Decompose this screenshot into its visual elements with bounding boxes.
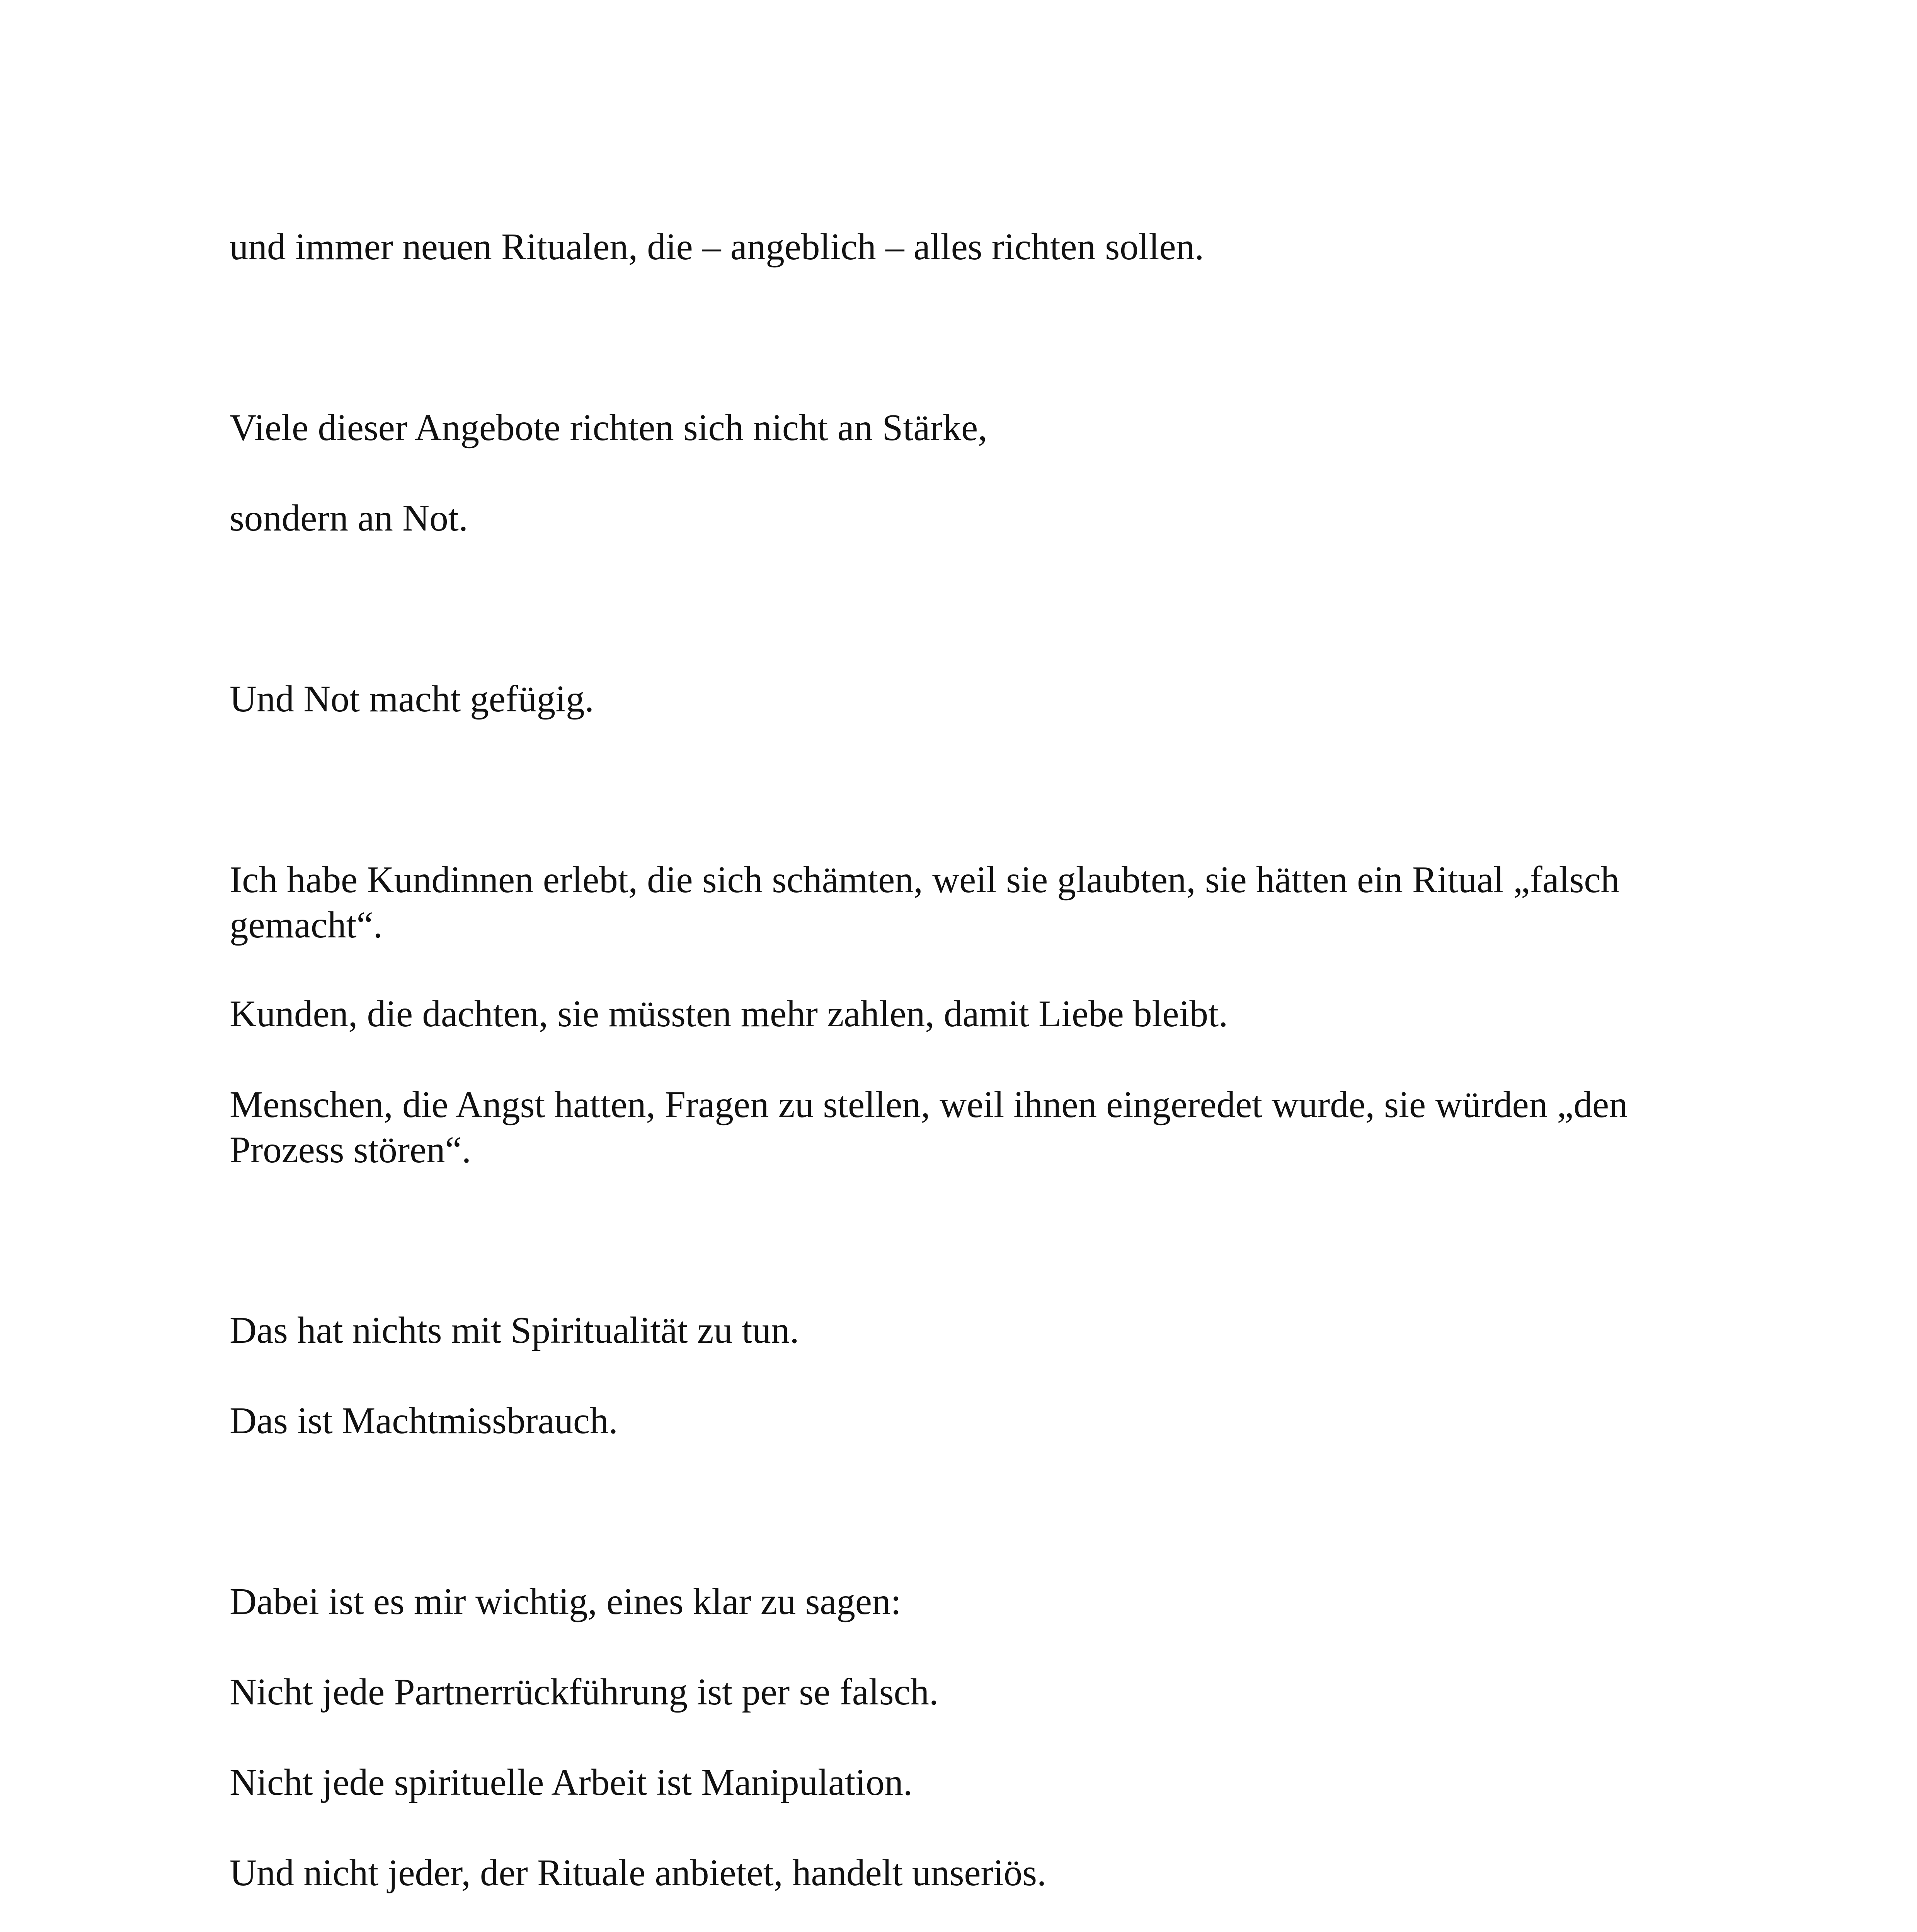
paragraph-5: Ich habe Kundinnen erlebt, die sich schämten, weil sie glaubten, sie hätten ein Ritual „falsch gemacht“. — [230, 859, 1619, 946]
paragraph-2: Viele dieser Angebote richten sich nicht an Stärke, — [230, 407, 987, 448]
paragraph-1: und immer neuen Ritualen, die – angeblich – alles richten sollen. — [230, 226, 1204, 267]
paragraph-12: Nicht jede spirituelle Arbeit ist Manipulation. — [230, 1762, 913, 1803]
paragraph-11: Nicht jede Partnerrückführung ist per se falsch. — [230, 1671, 939, 1713]
paragraph-13: Und nicht jeder, der Rituale anbietet, handelt unseriös. — [230, 1852, 1047, 1893]
paragraph-8: Das hat nichts mit Spiritualität zu tun. — [230, 1310, 799, 1351]
paragraph-3: sondern an Not. — [230, 497, 468, 539]
paragraph-9: Das ist Machtmissbrauch. — [230, 1400, 618, 1441]
paragraph-7: Menschen, die Angst hatten, Fragen zu stellen, weil ihnen eingeredet wurde, sie würden „den Prozess stören“. — [230, 1084, 1628, 1170]
paragraph-6: Kunden, die dachten, sie müssten mehr zahlen, damit Liebe bleibt. — [230, 993, 1228, 1034]
paragraph-4: Und Not macht gefügig. — [230, 678, 594, 719]
paragraph-10: Dabei ist es mir wichtig, eines klar zu sagen: — [230, 1581, 901, 1622]
